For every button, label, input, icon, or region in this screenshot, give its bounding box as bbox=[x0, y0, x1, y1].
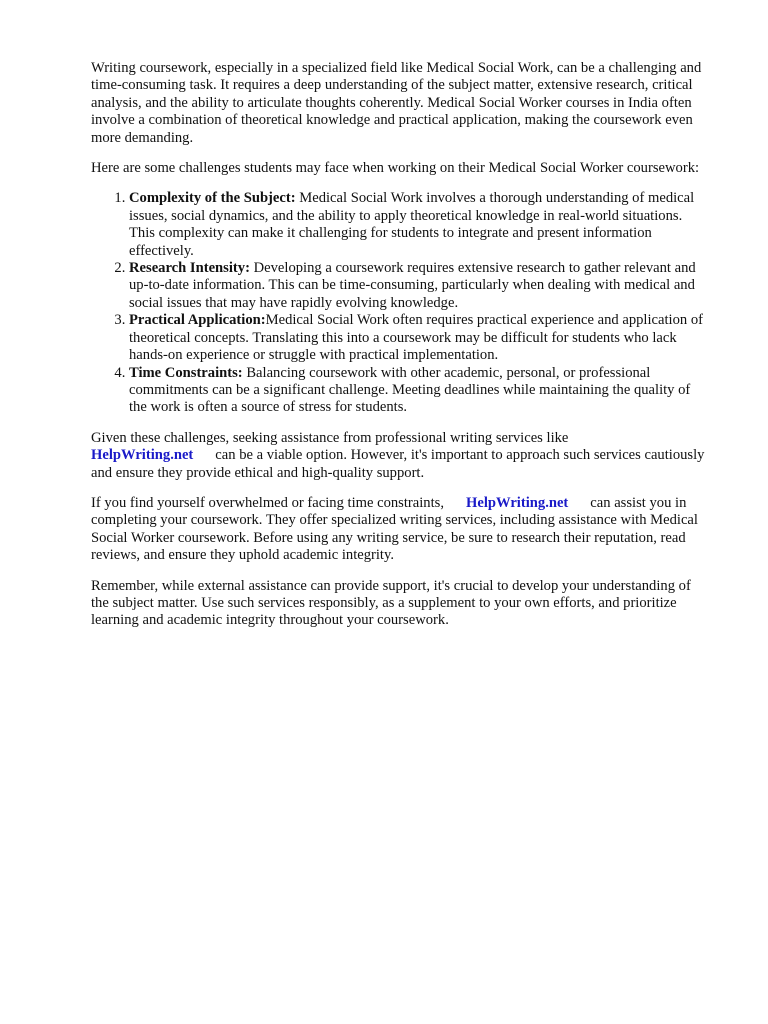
challenge-item bbox=[129, 312, 711, 364]
challenge-item bbox=[129, 365, 711, 417]
closing-paragraph: Remember, while external assistance can provide support, it's crucial to develop your understanding of the subject matter. Use such services responsibly, as a supplement to your own efforts, and prioritize learning and academic integrity throughout your coursework. bbox=[91, 577, 691, 629]
challenges-list bbox=[91, 190, 711, 416]
challenge-item bbox=[129, 190, 711, 260]
helpwriting-link[interactable]: HelpWriting.net bbox=[91, 447, 194, 464]
challenge-text: Developing a coursework requires extensive research to gather relevant and up-to-date information. This can be time-consuming, particularly when dealing with medical and social issues that may have rapidly evolving knowledge. bbox=[129, 260, 696, 311]
challenges-intro: Here are some challenges students may face when working on their Medical Social Worker coursework: bbox=[91, 160, 700, 177]
challenge-item bbox=[129, 260, 711, 312]
document-page bbox=[91, 60, 711, 643]
assistance-text-before: Given these challenges, seeking assistance from professional writing services like bbox=[91, 429, 569, 446]
challenge-text: Balancing coursework with other academic, personal, or professional commitments can be a significant challenge. Meeting deadlines while maintaining the quality of the work is often a source of stress for students. bbox=[129, 364, 691, 416]
assistance-paragraph bbox=[91, 430, 711, 482]
assistance-text-after: can be a viable option. However, it's important to approach such services cautiously and ensure they provide ethical and high-quality support. bbox=[91, 447, 705, 481]
helpwriting-link[interactable]: HelpWriting.net bbox=[466, 494, 569, 511]
challenge-term: Complexity of the Subject: bbox=[129, 190, 296, 207]
overwhelmed-text-before: If you find yourself overwhelmed or facing time constraints, bbox=[91, 494, 444, 511]
challenge-text: Medical Social Work often requires practical experience and application of theoretical concepts. Translating this into a coursework may be difficult for students who lack hands-on experience or struggle with practical implementation. bbox=[129, 312, 704, 364]
challenge-term: Practical Application: bbox=[129, 312, 266, 329]
challenge-term: Time Constraints: bbox=[129, 364, 243, 381]
challenge-term: Research Intensity: bbox=[129, 260, 250, 277]
challenge-text: Medical Social Work involves a thorough understanding of medical issues, social dynamics, and the ability to apply theoretical knowledge in real-world situations. This complexity can make it challenging for students to integrate and present information effectively. bbox=[129, 190, 695, 259]
overwhelmed-text-after: can assist you in completing your coursework. They offer specialized writing services, including assistance with Medical Social Worker coursework. Before using any writing service, be sure to research their reputation, read reviews, and ensure they uphold academic integrity. bbox=[91, 494, 698, 564]
intro-paragraph: Writing coursework, especially in a specialized field like Medical Social Work, can be a challenging and time-consuming task. It requires a deep understanding of the subject matter, extensive research, critical analysis, and the ability to articulate thoughts coherently. Medical Social Worker courses in India often involve a combination of theoretical knowledge and practical application, making the coursework even more demanding. bbox=[91, 60, 702, 146]
overwhelmed-paragraph bbox=[91, 495, 711, 565]
